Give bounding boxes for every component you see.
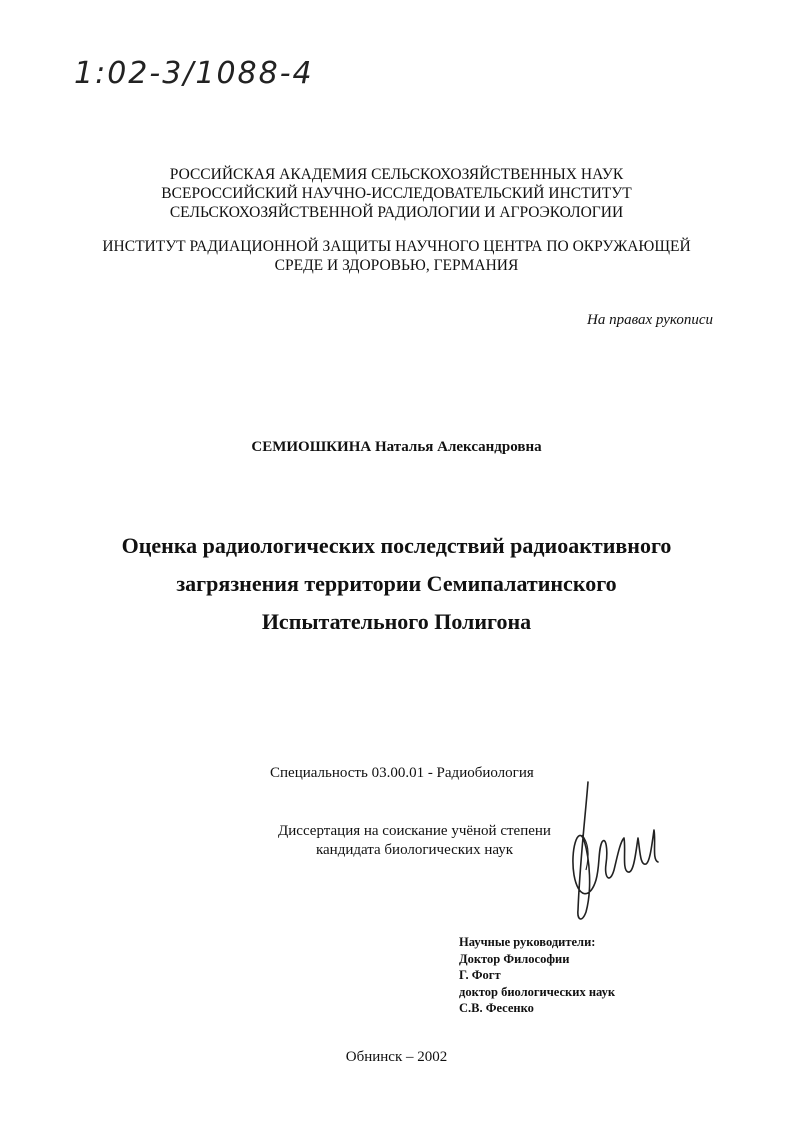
specialty-line: Специальность 03.00.01 - Радиобиология — [270, 765, 534, 781]
org1-line: ВСЕРОССИЙСКИЙ НАУЧНО-ИССЛЕДОВАТЕЛЬСКИЙ ИНСТИТУТ — [161, 185, 632, 202]
supervisors-line: Доктор Философии — [459, 951, 570, 966]
organization-block-2 — [0, 237, 793, 275]
manuscript-rights-note: На правах рукописи — [587, 312, 713, 328]
degree-line: Диссертация на соискание учёной степени — [278, 823, 551, 839]
degree-line: кандидата биологических наук — [315, 842, 514, 858]
supervisors-line: Научные руководители: — [459, 935, 596, 949]
supervisors-line: доктор биологических наук — [459, 984, 616, 999]
author-name: СЕМИОШКИНА Наталья Александровна — [251, 439, 542, 455]
dissertation-title — [0, 527, 793, 641]
title-line: загрязнения территории Семипалатинского — [176, 571, 617, 596]
org1-line: СЕЛЬСКОХОЗЯЙСТВЕННОЙ РАДИОЛОГИИ И АГРОЭКОЛОГИИ — [169, 204, 624, 221]
supervisors-block — [459, 934, 615, 1017]
org2-line: ИНСТИТУТ РАДИАЦИОННОЙ ЗАЩИТЫ НАУЧНОГО ЦЕНТРА ПО ОКРУЖАЮЩЕЙ — [102, 238, 691, 255]
author-signature — [560, 780, 670, 930]
organization-block-1 — [0, 165, 793, 222]
city-year: Обнинск – 2002 — [345, 1049, 448, 1065]
supervisors-line: С.В. Фесенко — [459, 1001, 534, 1015]
org1-line: РОССИЙСКАЯ АКАДЕМИЯ СЕЛЬСКОХОЗЯЙСТВЕННЫХ НАУК — [169, 166, 624, 183]
archive-number-handwritten: 1:02-3/1088-4 — [74, 56, 314, 91]
title-line: Испытательного Полигона — [261, 609, 532, 634]
supervisors-line: Г. Фогт — [459, 968, 501, 982]
degree-statement — [262, 822, 567, 860]
org2-line: СРЕДЕ И ЗДОРОВЬЮ, ГЕРМАНИЯ — [274, 257, 519, 274]
title-line: Оценка радиологических последствий радиоактивного — [121, 533, 672, 558]
